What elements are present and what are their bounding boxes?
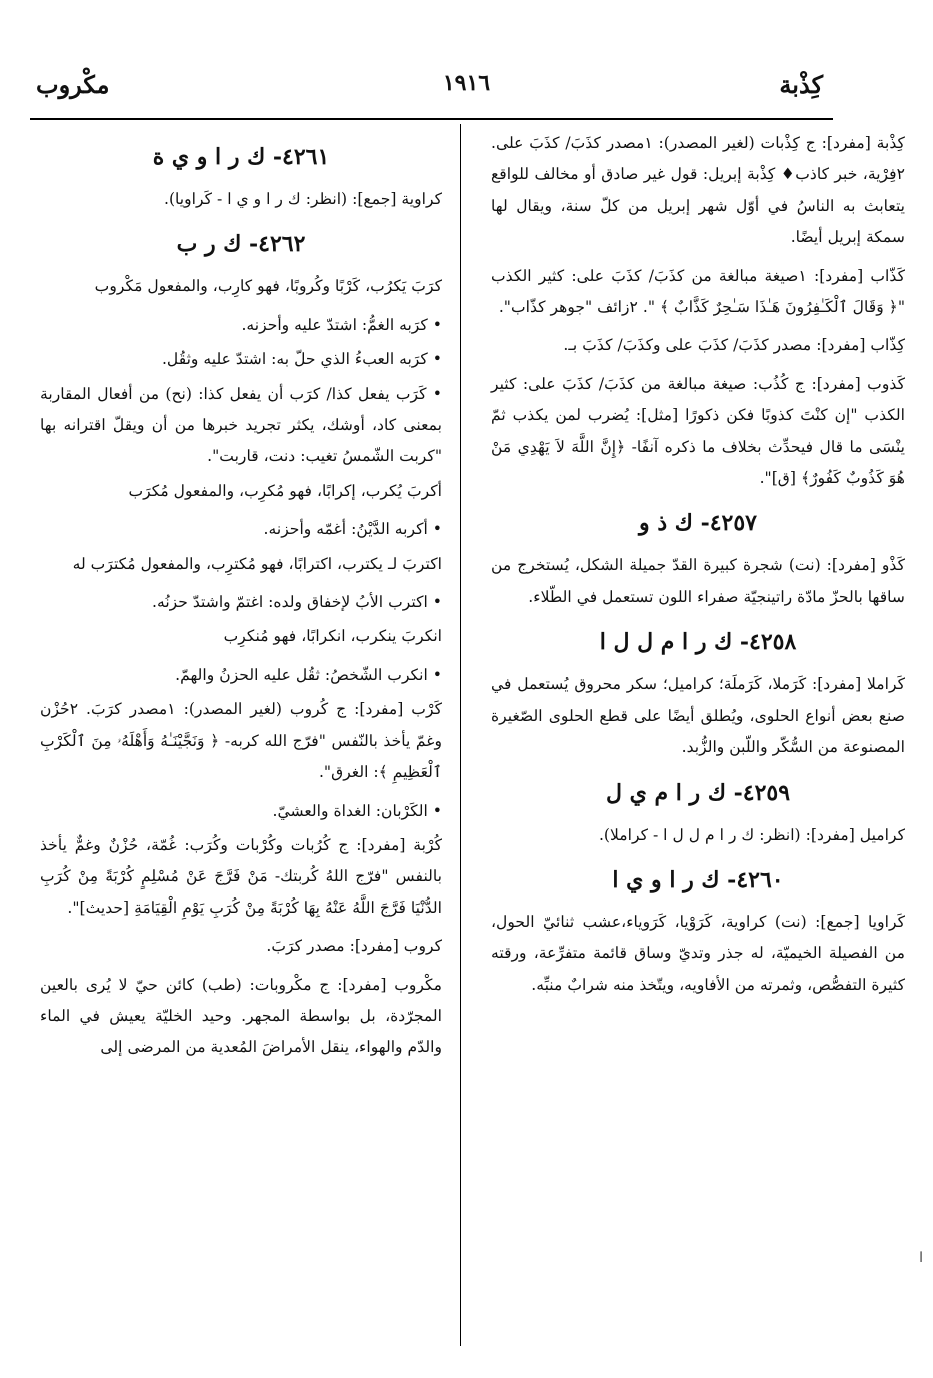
header-right-guide-word: كِذْبة bbox=[779, 70, 823, 99]
column-divider bbox=[460, 124, 461, 1346]
dictionary-entry: كُرْبة [مفرد]: ج كُرُبات وكُرْبات وكُرَب: غُمّة، حُزْنٌ وغمٌّ يأخذ بالنفس "فرّج اللهُ كُربتك- مَنْ فَرَّجَ عَنْ مُسْلِمٍ كُرْبَةً مِنْ كُرَبِ الدُّنْيَا فَرَّجَ اللَّهُ عَنْهُ بِهَا كُرْبَةً مِنْ كُرَبِ يَوْمِ الْقِيَامَةِ [حديث]". bbox=[40, 835, 442, 917]
dictionary-entry: أكربَ يُكرب، إكرابًا، فهو مُكرِب، والمفعول مُكرَب bbox=[128, 481, 442, 500]
sub-sense: • أكربه الدَّيْنُ: أغمّه وأحزنه. bbox=[263, 520, 442, 539]
sub-sense: • كرَبه العبءُ الذي حلّ به: اشتدّ عليه وثقُل. bbox=[161, 350, 442, 369]
sub-sense: • كرَبه الغمُّ: اشتدّ عليه وأحزنه. bbox=[241, 315, 442, 334]
dictionary-entry: كروب [مفرد]: مصدر كرَبَ. bbox=[266, 937, 442, 956]
root-heading: ٤٢٥٧- ك ذ و bbox=[639, 510, 757, 537]
root-heading: ٤٢٦١- ك ر ا و ي ة bbox=[152, 144, 330, 170]
dictionary-entry: اكتربَ لـ يكترب، اكترابًا، فهو مُكترِب، والمفعول مُكترَب له bbox=[72, 554, 442, 573]
sub-sense: • كَرَب يفعل كذا/ كرَب أن يفعل كذا: (نح) من أفعال المقاربة بمعنى كاد، أوشك، يكثر تجريد خبرها من أن ويقلّ اقترانه بها "كربت الشّمسُ تغيب: دنت، قاربت". bbox=[40, 384, 442, 466]
root-heading: ٤٢٥٨- ك ر ا م ل ل ا bbox=[599, 629, 797, 656]
dictionary-entry: كَراملا [مفرد]: كَرَملا، كَرَملَة؛ كراميل؛ سكر محروق يُستعمل في صنع بعض أنواع الحلوى، ويُطلق أيضًا على قطع الحلوى الصّغيرة المصنوعة من السُّكّر واللّبن والزُّبد. bbox=[491, 675, 905, 757]
dictionary-entry: كراوية [جمع]: (انظر: ك ر ا و ي ا - كَراويا). bbox=[163, 190, 442, 208]
dictionary-entry: كرَبَ يَكرُب، كَرْبًا وكُروبًا، فهو كارِب، والمفعول مَكْروب bbox=[94, 277, 442, 296]
root-heading: ٤٢٦٢- ك ر ب bbox=[176, 231, 306, 258]
dictionary-entry: مكْروب [مفرد]: ج مكْروبات: (طب) كائن حيّ لا يُرى بالعين المجرّدة، بل بواسطة المجهر. وحيد الخليّة يعيش في الماء والدّم والهواء، ينقل الأمراضَ المُعدية من المرضى إلى bbox=[40, 975, 442, 1057]
dictionary-entry: كَذّاب [مفرد]: ١صيغة مبالغة من كذَبَ/ كذَبَ على: كثير الكذب "﴿ وَقَالَ ٱلْكَـٰفِرُونَ هَـٰذَا سَـٰحِرٌ كَذَّابٌ ﴾ ". ٢زائف "جوهر كذّاب". bbox=[491, 266, 905, 317]
dictionary-entry: كِذّاب [مفرد]: مصدر كذَبَ/ كذَبَ على وكذَبَ/ كذَبَ بـ. bbox=[563, 336, 905, 355]
margin-mark: ا bbox=[919, 1250, 923, 1266]
dictionary-entry: كِذْبة [مفرد]: ج كِذْبات (لغير المصدر): ١مصدر كذَبَ/ كذَبَ على. ٢فِرْية، خبر كاذب♦ كِذْبة إبريل: قول غير صادق أو مخالف للواقع يتعابث به الناسُ في أوّل شهر إبريل من كلّ سنة، ويقال لها سمكة إبريل أيضًا. bbox=[491, 134, 905, 247]
dictionary-entry: كراميل [مفرد]: (انظر: ك ر ا م ل ل ا - كراملا). bbox=[598, 825, 905, 844]
right-column bbox=[491, 128, 905, 1008]
header-left-guide-word: مكْروب bbox=[36, 70, 110, 99]
dictionary-entry: كَذْو [مفرد]: (نت) شجرة كبيرة القدّ جميلة الشكل، يُستخرج من ساقها بالحزّ مادّة راتينجيّة صفراء اللون تستعمل في الطّلاء. bbox=[491, 556, 905, 606]
sub-sense: • اكترب الأبُ لإخفاق ولده: اغتمّ واشتدّ حزنُه. bbox=[152, 593, 442, 612]
sub-sense: • الكَرْبان: الغداة والعشيّ. bbox=[272, 801, 442, 820]
root-heading: ٤٢٥٩- ك ر ا م ي ل bbox=[605, 779, 791, 806]
sub-sense: • انكرب الشّخصُ: ثقُل عليه الحزنُ والهمّ. bbox=[175, 665, 442, 684]
page-number: ١٩١٦ bbox=[442, 70, 491, 96]
left-column bbox=[40, 128, 442, 1071]
header-rule bbox=[30, 118, 833, 120]
dictionary-entry: انكربَ ينكرب، انكرابًا، فهو مُنكرِب bbox=[223, 627, 442, 646]
dictionary-entry: كَذوب [مفرد]: ج كُذُب: صيغة مبالغة من كذَبَ/ كذَبَ على: كثير الكذب "إن كنْتَ كذوبًا فكن ذكورًا [مثل]: يُضرب لمن يكذب ثمّ ينْسَى ما قال فيحدِّث بخلاف ما ذكره آنفًا- ﴿إِنَّ اللَّهَ لاَ يَهْدِي مَنْ هُوَ كَذُوبٌ كَفُورٌ﴾ [ق]". bbox=[491, 374, 905, 488]
dictionary-entry: كَرْب [مفرد]: ج كُروب (لغير المصدر): ١مصدر كرَبَ. ٢حُزْن وغمّ يأخذ بالنّفس "فرّج الله كربه- ﴿ وَنَجَّيْنَـٰهُ وَأَهْلَهُۥ مِنَ ٱلْكَرْبِ ٱلْعَظِيمِ ﴾: الغرق". bbox=[40, 700, 442, 782]
root-heading: ٤٢٦٠- ك ر ا و ي ا bbox=[612, 866, 784, 893]
dictionary-entry: كَراويا [جمع]: (نت) كراوية، كَرَوْيا، كَرَوياء،عشب ثنائيّ الحول، من الفصيلة الخيميّة، له جذر وتديّ وساق قائمة متفرِّعة، ورقته كثيرة التفصُّص، وثمرته من الأفاويه، ويتّخذ منه شرابٌ منبِّه. bbox=[491, 912, 905, 994]
